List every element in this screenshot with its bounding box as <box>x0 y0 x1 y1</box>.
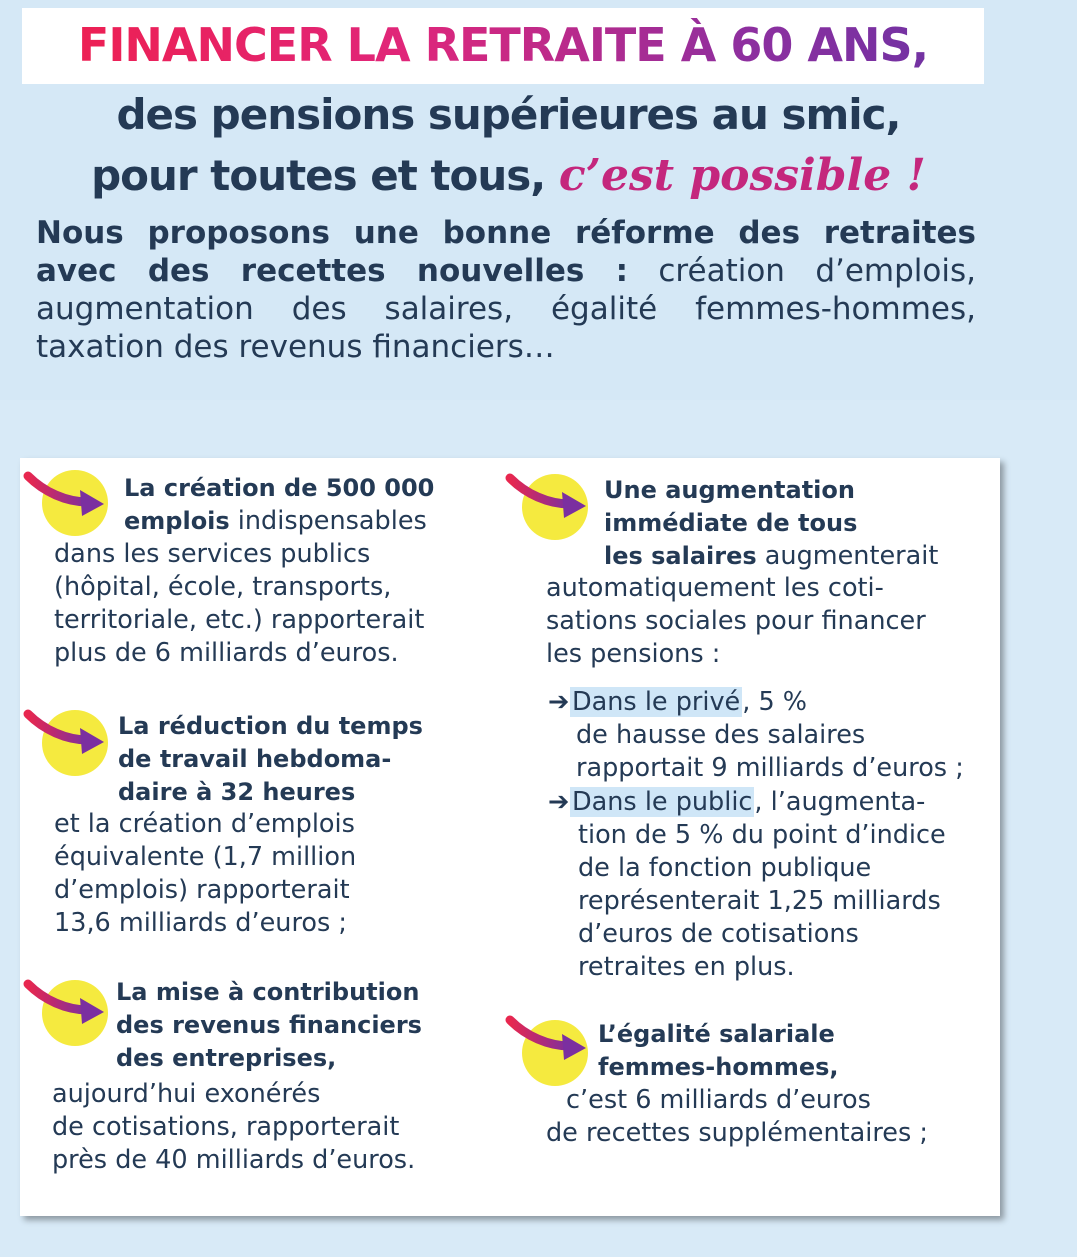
intro-regular: création d’emplois, augmentation des salaires, égalité femmes-hommes, taxation des revenus financiers… <box>36 253 976 365</box>
cest-possible-script: c’est possible ! <box>558 150 926 201</box>
bullet-public <box>548 786 946 984</box>
page-title: FINANCER LA RETRAITE À 60 ANS, <box>22 18 984 72</box>
subtitle-line-3-prefix: pour toutes et tous, <box>91 151 559 200</box>
bullet-public-line-4: d’euros de cotisations <box>578 919 859 949</box>
bullet-arrow-icon: ➔ <box>548 787 570 817</box>
left-item-3-bold-2: des revenus financiers <box>116 1011 422 1039</box>
left-item-2-heading <box>118 710 423 809</box>
bullet-arrow-icon: ➔ <box>548 687 570 717</box>
bullet-public-rest: , l’augmenta- <box>754 787 926 817</box>
curved-arrow-icon <box>504 1010 594 1070</box>
left-item-2-body <box>54 808 356 940</box>
left-item-1-line-3: territoriale, etc.) rapporterait <box>54 605 425 635</box>
bullet-prive-highlight: Dans le privé <box>572 687 741 717</box>
left-item-2-line-1: et la création d’emplois <box>54 809 355 839</box>
title-box <box>22 8 984 84</box>
intro-paragraph <box>36 214 976 366</box>
right-item-1-bold-3: les salaires <box>604 542 757 570</box>
bullet-public-highlight: Dans le public <box>572 787 753 817</box>
left-item-2-bold-3: daire à 32 heures <box>118 778 356 806</box>
left-item-3-heading <box>116 976 422 1075</box>
left-item-2-line-3: d’emplois) rapporterait <box>54 875 350 905</box>
left-item-3-line-2: de cotisations, rapporterait <box>52 1112 400 1142</box>
bullet-prive <box>548 686 964 785</box>
left-item-1-bold-2: emplois <box>124 507 230 535</box>
header-section <box>0 0 1077 400</box>
bullet-prive-line-1: de hausse des salaires <box>576 720 866 750</box>
left-item-3-body <box>52 1078 415 1177</box>
curved-arrow-icon <box>504 468 594 528</box>
left-item-1-line-2: (hôpital, école, transports, <box>54 572 392 602</box>
right-item-3-heading <box>598 1018 839 1084</box>
left-item-1-bold-1: La création de 500 000 <box>124 474 435 502</box>
left-item-2-line-4: 13,6 milliards d’euros ; <box>54 908 347 938</box>
curved-arrow-icon <box>22 974 112 1034</box>
left-item-2-bold-2: de travail hebdoma- <box>118 745 392 773</box>
right-item-3-bold-2: femmes-hommes, <box>598 1053 839 1081</box>
left-item-2-line-2: équivalente (1,7 million <box>54 842 357 872</box>
right-item-1-body <box>546 572 926 671</box>
right-item-1-inline: augmenterait <box>756 541 939 571</box>
right-item-1-bold-2: immédiate de tous <box>604 509 858 537</box>
bullet-public-line-3: représenterait 1,25 milliards <box>578 886 941 916</box>
right-item-3-bold-1: L’égalité salariale <box>598 1020 835 1048</box>
right-item-1-line-1: automatiquement les coti- <box>546 573 884 603</box>
bullet-prive-rest: , 5 % <box>742 687 808 717</box>
bottom-strip <box>0 1236 1077 1257</box>
curved-arrow-icon <box>22 704 112 764</box>
subtitle-line-2: des pensions supérieures au smic, <box>116 90 901 139</box>
subtitle-line-3 <box>0 150 1047 201</box>
bullet-public-line-2: de la fonction publique <box>578 853 872 883</box>
left-item-1-inline: indispensables <box>229 506 427 536</box>
left-item-1-body <box>54 538 424 670</box>
intro-bold: Nous proposons une bonne réforme des retraites avec des recettes nouvelles : <box>36 215 976 289</box>
right-item-1-bold-1: Une augmentation <box>604 476 855 504</box>
right-item-1-line-3: les pensions : <box>546 639 721 669</box>
left-item-3-bold-1: La mise à contribution <box>116 978 420 1006</box>
right-item-1-line-2: sations sociales pour financer <box>546 606 926 636</box>
bullet-prive-line-2: rapportait 9 milliards d’euros ; <box>576 753 964 783</box>
bullet-public-line-1: tion de 5 % du point d’indice <box>578 820 946 850</box>
right-item-3-line-1: c’est 6 milliards d’euros <box>566 1085 871 1115</box>
right-item-3-body <box>546 1084 928 1150</box>
bullet-public-line-5: retraites en plus. <box>578 952 795 982</box>
left-item-1-line-1: dans les services publics <box>54 539 371 569</box>
left-item-1-line-4: plus de 6 milliards d’euros. <box>54 638 399 668</box>
right-item-3-line-2: de recettes supplémentaires ; <box>546 1118 928 1148</box>
left-item-2-bold-1: La réduction du temps <box>118 712 423 740</box>
left-item-3-line-1: aujourd’hui exonérés <box>52 1079 321 1109</box>
curved-arrow-icon <box>22 466 112 526</box>
left-item-3-bold-3: des entreprises, <box>116 1044 337 1072</box>
right-item-1-heading <box>604 474 938 573</box>
left-item-1-heading <box>124 472 434 538</box>
left-item-3-line-3: près de 40 milliards d’euros. <box>52 1145 416 1175</box>
